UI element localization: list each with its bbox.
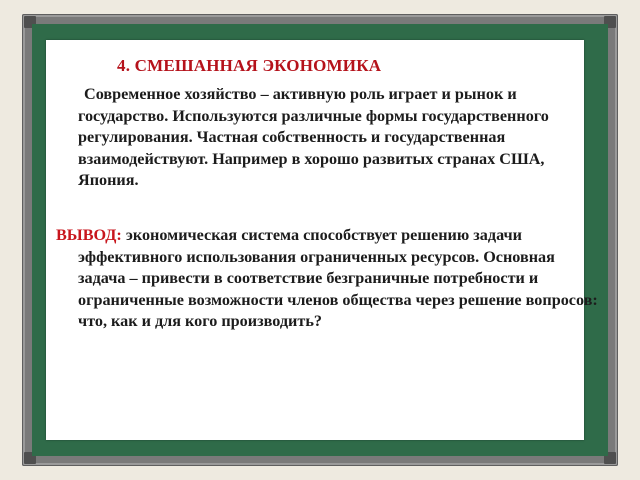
conclusion-label: ВЫВОД: — [56, 226, 122, 244]
slide-title: 4. СМЕШАННАЯ ЭКОНОМИКА — [117, 56, 382, 75]
paragraph-mixed-economy: Современное хозяйство – активную роль играет и рынок и государство. Используются различные формы государственного регулирования. Частная собственность и государственная взаимодействуют. Например в хорошо развитых странах США, Япония. — [78, 85, 549, 189]
conclusion-text: экономическая система способствует решению задачи эффективного использования ограниченных ресурсов. Основная задача – привести в соответствие безграничные потребности и ограниченные возможности членов общества через решение вопросов: что, как и для кого производить? — [78, 226, 598, 330]
paragraph-conclusion — [56, 225, 598, 333]
